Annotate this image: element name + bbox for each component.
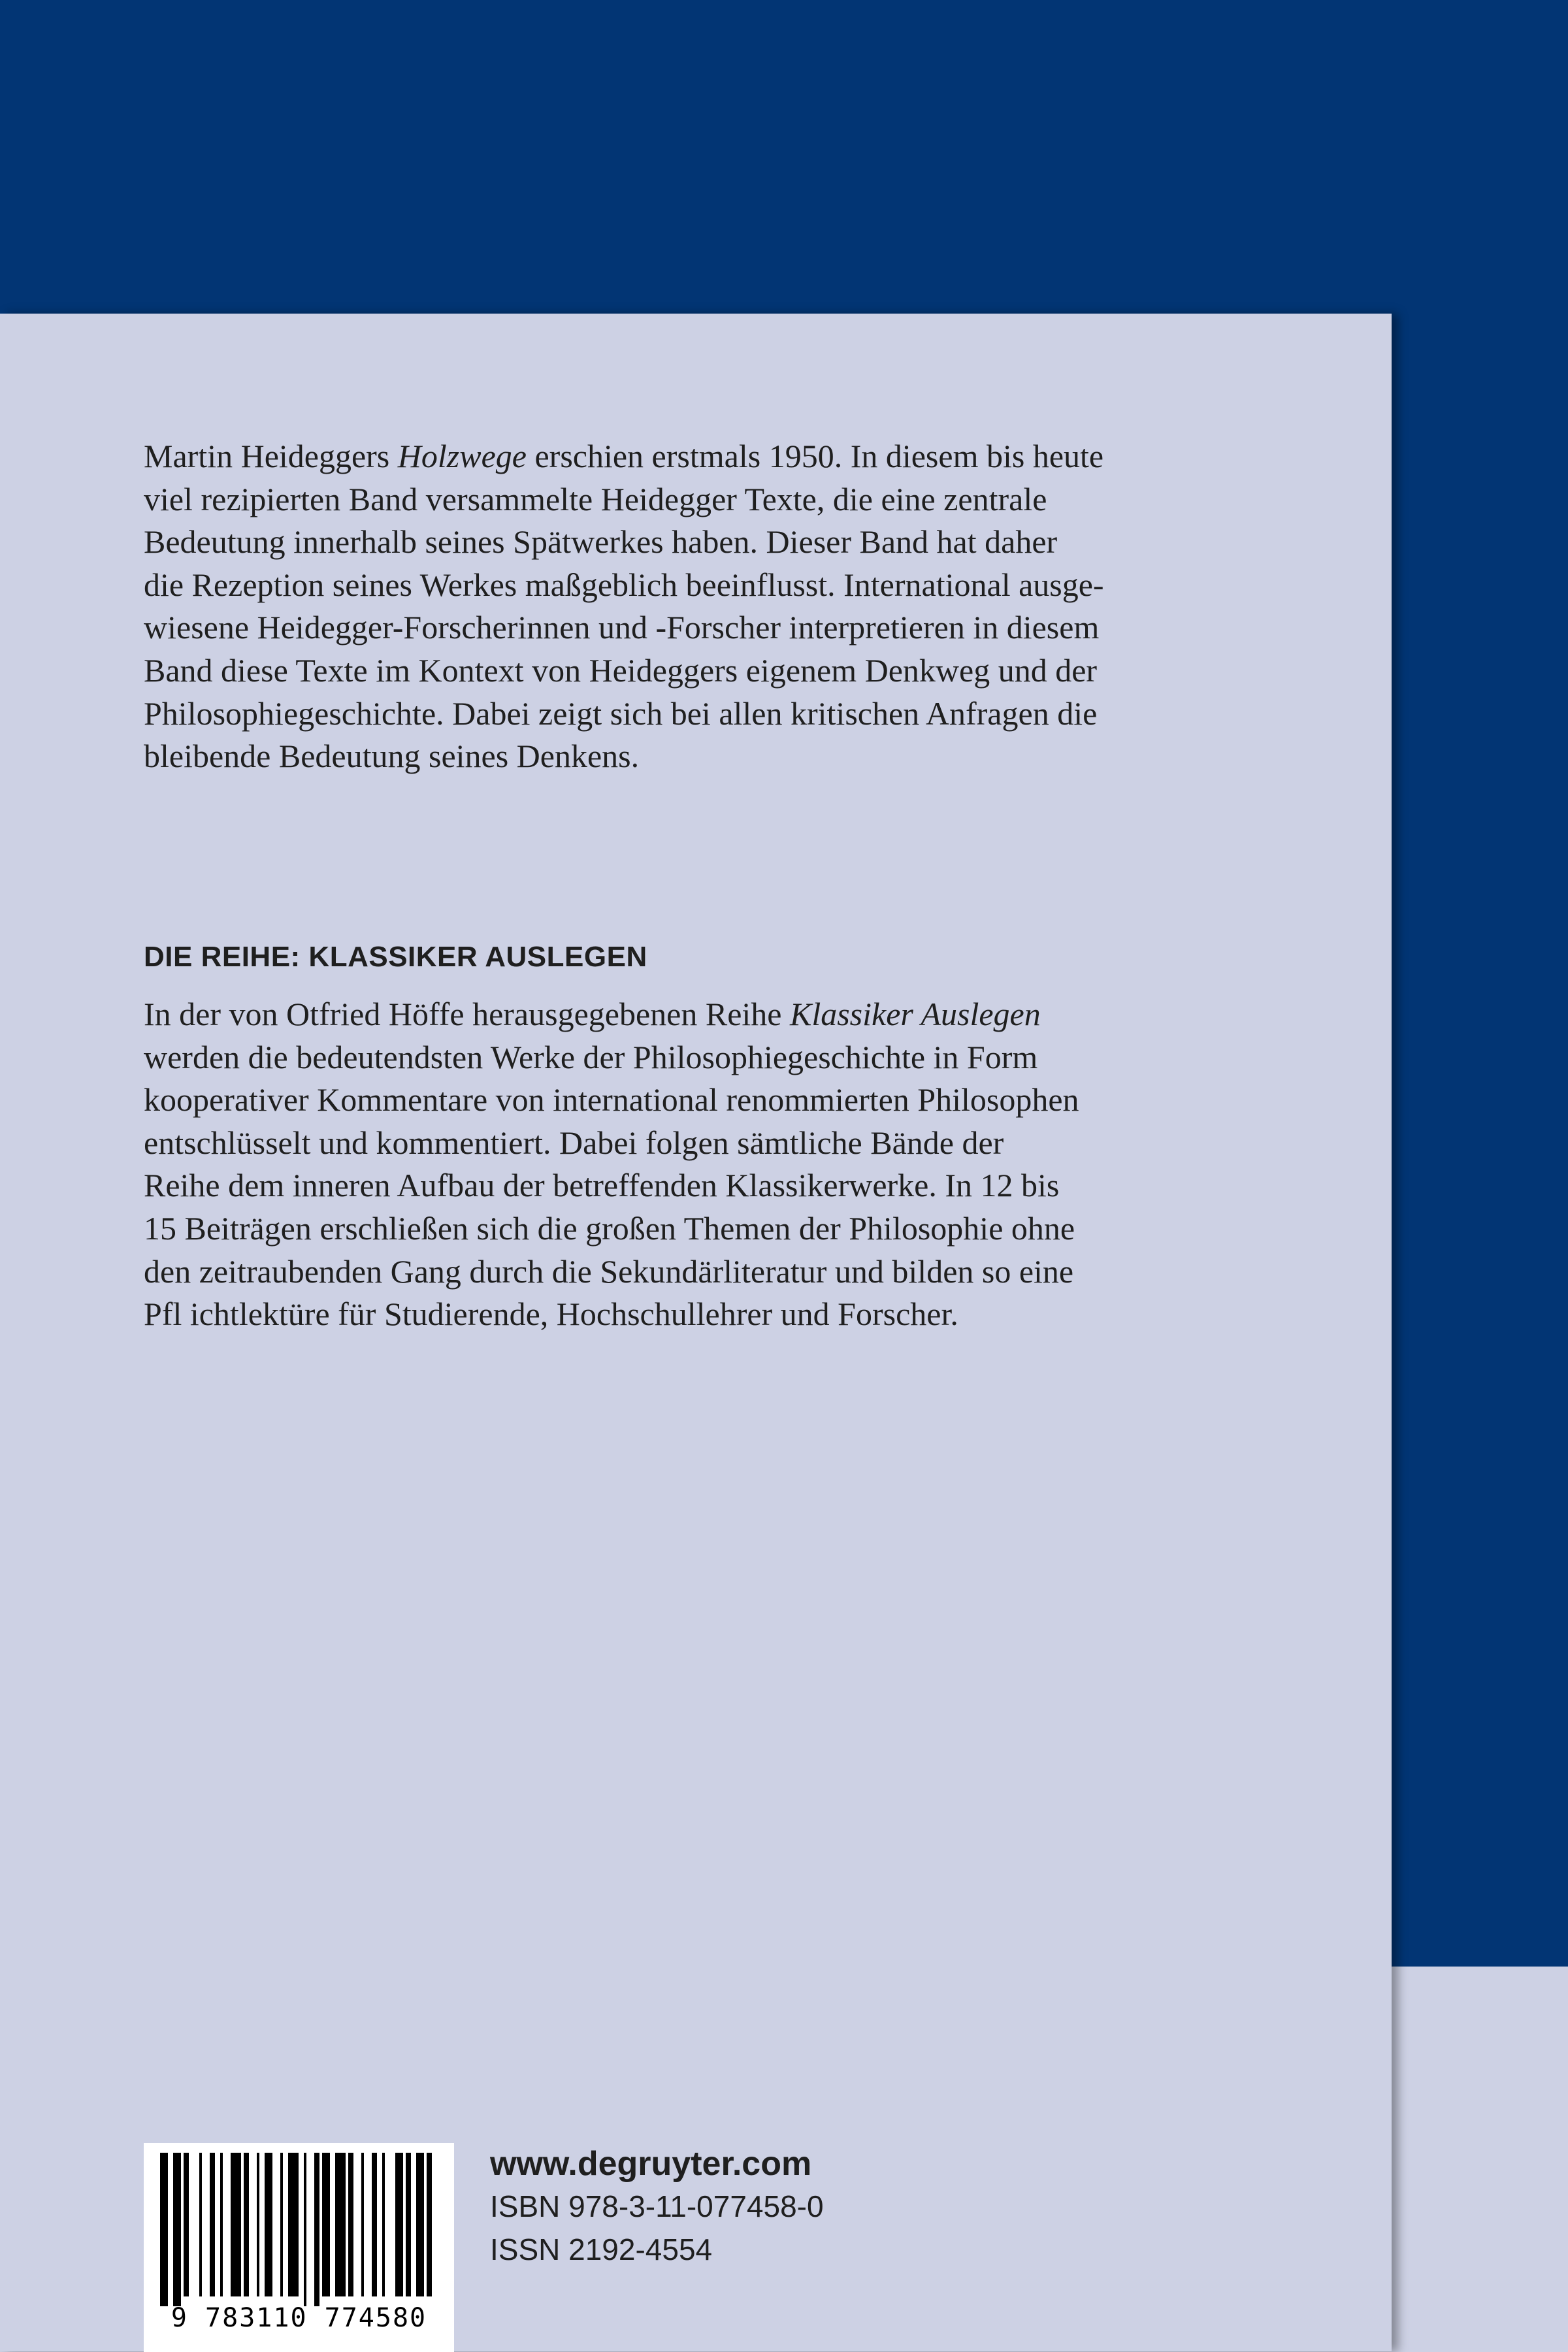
barcode-bars-icon <box>144 2143 454 2306</box>
barcode-bar <box>244 2153 249 2296</box>
series-line: den zeitraubenden Gang durch die Sekundärliteratur und bilden so eine <box>144 1252 1074 1290</box>
series-line: Reihe dem inneren Aufbau der betreffenden Klassikerwerke. In 12 bis <box>144 1167 1060 1204</box>
barcode-bar <box>160 2153 168 2306</box>
barcode-bar <box>395 2153 403 2296</box>
barcode-bar <box>427 2153 432 2296</box>
description-text: Martin Heideggers <box>144 438 398 474</box>
publisher-url[interactable]: www.degruyter.com <box>490 2145 812 2183</box>
barcode-bar <box>173 2153 181 2306</box>
series-line: kooperativer Kommentare von international renommierten Philosophen <box>144 1081 1079 1119</box>
barcode-bar <box>322 2153 330 2296</box>
series-line: 15 Beiträgen erschließen sich die großen Themen der Philosophie ohne <box>144 1209 1075 1247</box>
barcode-bar <box>372 2153 377 2296</box>
series-title-italic: Klassiker Auslegen <box>789 996 1041 1032</box>
book-title-italic: Holzwege <box>397 438 527 474</box>
cover-side-strip <box>1392 314 1568 1967</box>
description-line: viel rezipierten Band versammelte Heidegger Texte, die eine zentrale <box>144 480 1047 517</box>
description-line: bleibende Bedeutung seines Denkens. <box>144 738 640 775</box>
barcode-bar <box>265 2153 272 2296</box>
description-text: erschien erstmals 1950. In diesem bis heute <box>526 438 1104 474</box>
description-line: Band diese Texte im Kontext von Heideggers eigenem Denkweg und der <box>144 651 1098 689</box>
isbn-barcode <box>144 2143 454 2352</box>
barcode-bar <box>210 2153 215 2296</box>
barcode-bar <box>382 2153 385 2296</box>
barcode-bar <box>348 2153 353 2296</box>
barcode-bar <box>199 2153 202 2296</box>
issn-number: ISSN 2192-4554 <box>490 2232 713 2266</box>
book-description <box>144 435 1294 778</box>
barcode-bar <box>416 2153 424 2296</box>
description-line: Bedeutung innerhalb seines Spätwerkes haben. Dieser Band hat daher <box>144 523 1058 561</box>
barcode-bar <box>220 2153 223 2296</box>
description-line <box>144 435 1294 478</box>
barcode-bar <box>288 2153 299 2296</box>
series-description <box>144 993 1294 1336</box>
series-line: entschlüsselt und kommentiert. Dabei folgen sämtliche Bände der <box>144 1124 1004 1161</box>
isbn-number: ISBN 978-3-11-077458-0 <box>490 2189 824 2223</box>
description-line: wiesene Heidegger-Forscherinnen und -Forscher interpretieren in diesem <box>144 609 1100 646</box>
series-line <box>144 993 1294 1036</box>
description-line: die Rezeption seines Werkes maßgeblich beeinflusst. International ausge- <box>144 566 1104 603</box>
series-line: werden die bedeutendsten Werke der Philosophiegeschichte in Form <box>144 1038 1038 1075</box>
series-text: In der von Otfried Höffe herausgegebenen Reihe <box>144 996 790 1032</box>
publisher-info <box>490 2143 824 2271</box>
cover-top-band <box>0 0 1568 314</box>
description-line: Philosophiegeschichte. Dabei zeigt sich bei allen kritischen Anfragen die <box>144 694 1098 732</box>
barcode-bar <box>184 2153 189 2296</box>
barcode-bar <box>231 2153 241 2296</box>
barcode-bar <box>335 2153 346 2296</box>
barcode-bar <box>314 2153 319 2306</box>
series-line: Pfl ichtlektüre für Studierende, Hochschullehrer und Forscher. <box>144 1296 958 1333</box>
series-heading: DIE REIHE: KLASSIKER AUSLEGEN <box>144 941 647 973</box>
barcode-bar <box>406 2153 411 2296</box>
barcode-bar <box>257 2153 259 2296</box>
barcode-bar <box>304 2153 306 2306</box>
barcode-bar <box>280 2153 283 2296</box>
barcode-digits: 9 783110 774580 <box>171 2303 427 2333</box>
barcode-bar <box>361 2153 364 2296</box>
back-cover-panel <box>0 314 1392 2351</box>
